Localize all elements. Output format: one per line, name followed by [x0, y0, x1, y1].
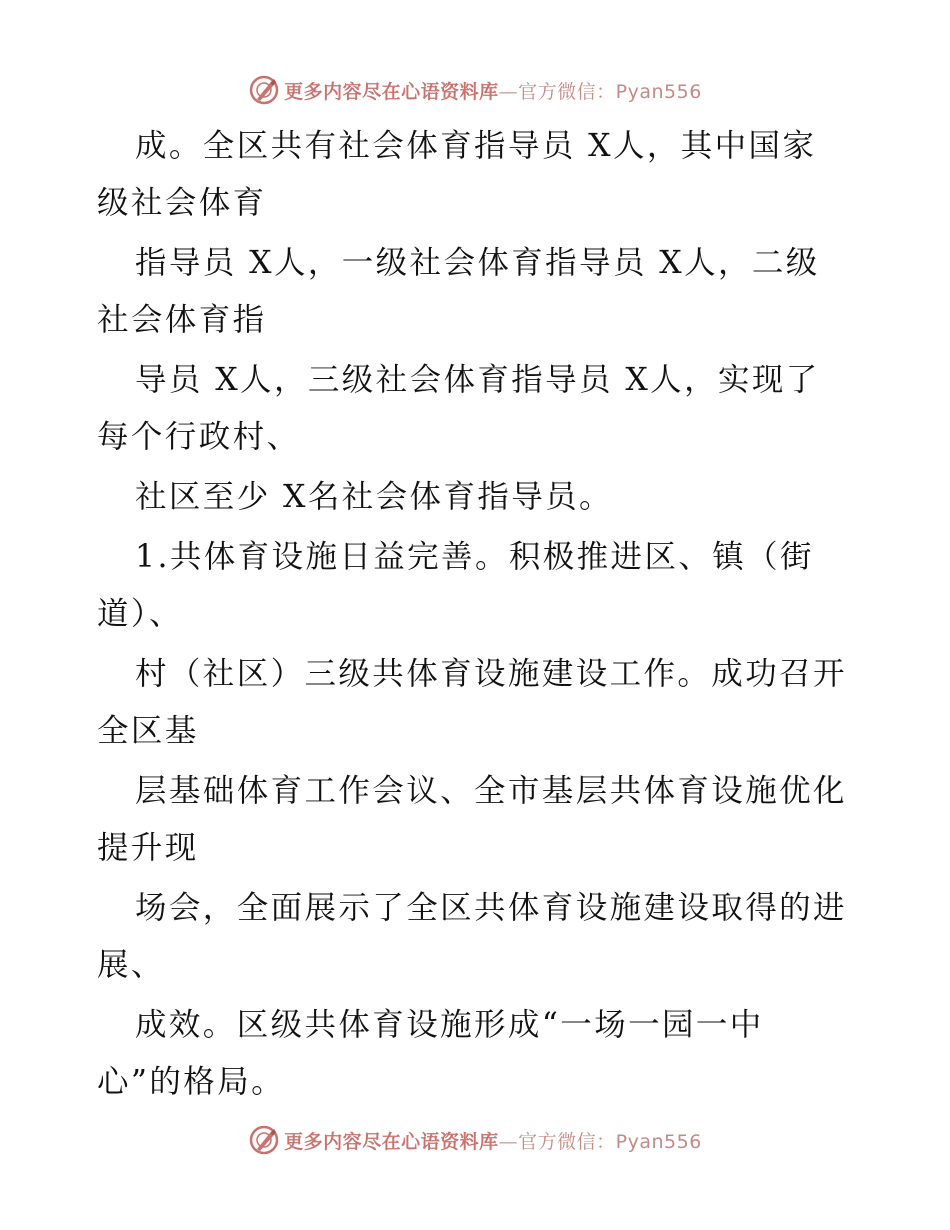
watermark-dash: — — [498, 80, 519, 103]
text-line: 展、 — [97, 947, 165, 983]
text-line: 层基础体育工作会议、全市基层共体育设施优化 — [135, 773, 847, 809]
watermark-main-text: 更多内容尽在心语资料库 — [284, 80, 499, 103]
text-line: 场会，全面展示了全区共体育设施建设取得的进 — [135, 890, 847, 926]
watermark-dash: — — [498, 1130, 519, 1153]
text-line: 心”的格局。 — [97, 1064, 286, 1100]
text-line: 成效。区级共体育设施形成“一场一园一中 — [135, 1007, 764, 1043]
watermark-main-text: 更多内容尽在心语资料库 — [284, 1130, 499, 1153]
text-line: 级社会体育 — [97, 185, 267, 221]
text-line: 村（社区）三级共体育设施建设工作。成功召开 — [135, 656, 847, 692]
text-line: 提升现 — [97, 830, 199, 866]
header-watermark — [0, 70, 950, 110]
text-line: 每个行政村、 — [97, 419, 301, 455]
footer-watermark — [0, 1120, 950, 1160]
text-line: 社会体育指 — [97, 302, 267, 338]
text-line: 道）、 — [97, 596, 183, 632]
text-line: 指导员 X人，一级社会体育指导员 X人，二级 — [135, 245, 820, 281]
watermark-sub-text: 官方微信：Pyan556 — [518, 1130, 702, 1153]
pen-logo-icon — [248, 1124, 280, 1156]
text-line: 成。全区共有社会体育指导员 X人，其中国家 — [135, 128, 817, 164]
text-line: 导员 X人，三级社会体育指导员 X人，实现了 — [135, 362, 820, 398]
text-line: 全区基 — [97, 713, 199, 749]
text-line: 1.共体育设施日益完善。积极推进区、镇（街 — [135, 539, 814, 575]
pen-logo-icon — [248, 74, 280, 106]
text-line: 社区至少 X名社会体育指导员。 — [135, 479, 613, 515]
watermark-sub-text: 官方微信：Pyan556 — [518, 80, 702, 103]
